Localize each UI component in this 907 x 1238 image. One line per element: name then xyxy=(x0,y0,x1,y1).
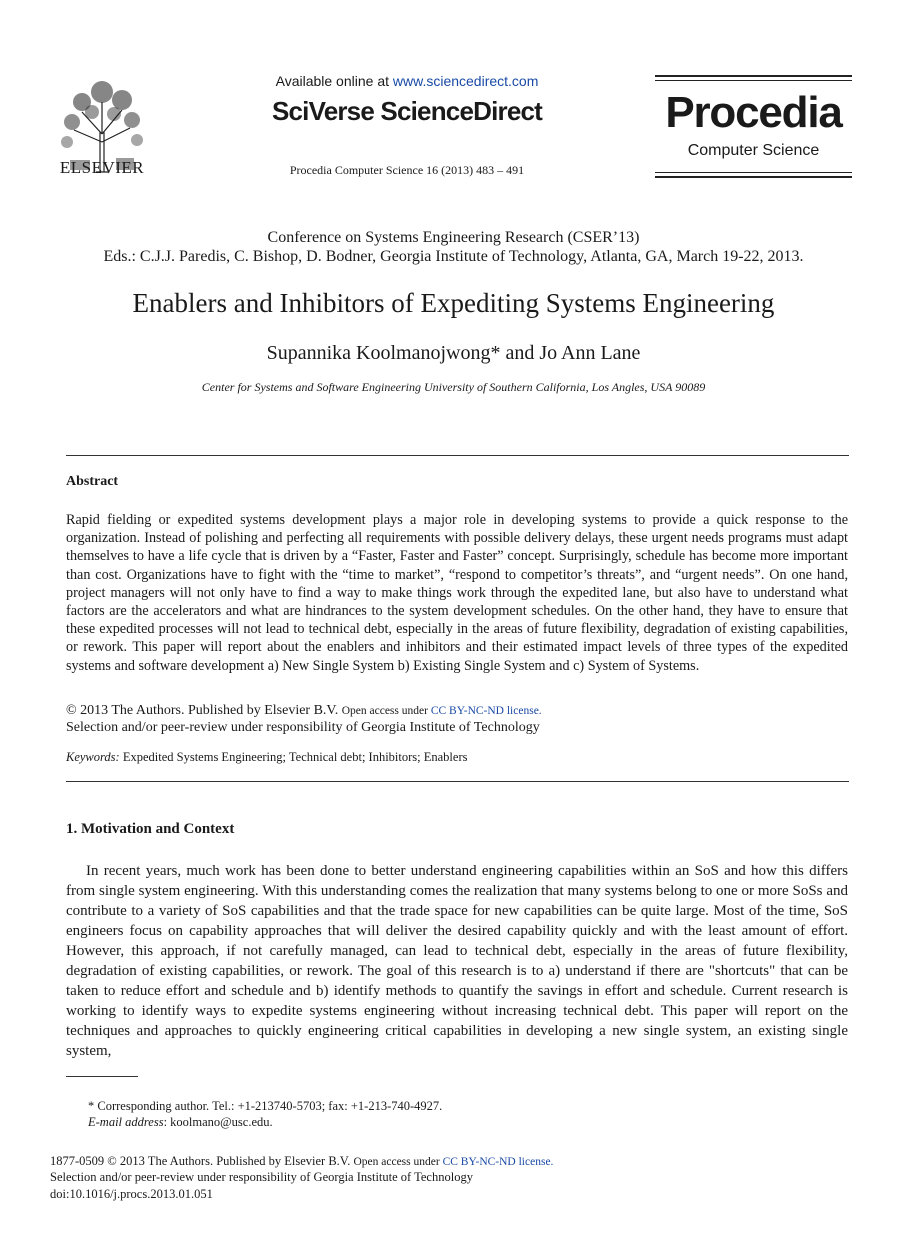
journal-reference: Procedia Computer Science 16 (2013) 483 – 491 xyxy=(289,163,525,177)
publisher-logo-text: ELSEVIER xyxy=(59,158,145,177)
platform-logo-text: SciVerse ScienceDirect xyxy=(271,96,543,126)
journal-brand: Procedia xyxy=(665,88,842,137)
available-online-line xyxy=(200,73,614,89)
footer-issn-line xyxy=(50,1154,553,1169)
keywords-line xyxy=(66,750,467,765)
abstract-review-note: Selection and/or peer-review under responsibility of Georgia Institute of Technology xyxy=(66,720,540,735)
abstract-heading: Abstract xyxy=(66,474,119,489)
footer-copyright: 1877-0509 © 2013 The Authors. Published by Elsevier B.V. xyxy=(50,1154,354,1168)
abstract-text: Rapid fielding or expedited systems development plays a major role in developing systems to provide a quick response to the organization. Instead of polishing and perfecting all requirements with possible delivery delays, these urgent needs programs must adapt themselves to have a life cycle that is driven by a “Faster, Faster and Faster” concept. Surprisingly, schedule has become more important than cost. Organizations have to fight with the “time to market”, “respond to competitor’s threats”, and “urgent needs”. On one hand, project managers will not only have to find a way to make things work through the expedited lane, but also have to understand what factors are the accelerators and what are hindrances to the system development schedules. On the other hand, they have to ensure that these expedited processes will not lead to technical debt, especially in the areas of future flexibility, degradation of existing capabilities, or rework. This paper will report about the enablers and inhibitors and their estimated impact levels of three types of the expedited systems and software development a) New Single System b) Existing Single System and c) System of Systems. xyxy=(66,512,848,674)
paper-authors: Supannika Koolmanojwong* and Jo Ann Lane xyxy=(266,342,641,364)
conference-name: Conference on Systems Engineering Research (CSER’13) xyxy=(267,229,640,246)
footnote-corresponding: * Corresponding author. Tel.: +1-213740-5703; fax: +1-213-740-4927. xyxy=(88,1099,443,1113)
journal-brand-subtitle: Computer Science xyxy=(687,142,820,159)
footer-open-access: Open access under xyxy=(353,1156,443,1168)
open-access-text: Open access under xyxy=(341,705,431,717)
abstract-bottom-rule xyxy=(66,781,849,782)
footer-license-link[interactable]: CC BY-NC-ND license. xyxy=(442,1156,554,1168)
paper-title: Enablers and Inhibitors of Expediting Systems Engineering xyxy=(132,288,775,318)
abstract-copyright xyxy=(66,703,542,719)
author-affiliation: Center for Systems and Software Engineering University of Southern California, Los Angles, USA 90089 xyxy=(201,380,706,394)
footnote-rule xyxy=(66,1076,138,1077)
sciencedirect-link[interactable]: www.sciencedirect.com xyxy=(392,73,539,89)
section-heading: 1. Motivation and Context xyxy=(66,821,235,837)
copyright-text: © 2013 The Authors. Published by Elsevier B.V. xyxy=(66,703,342,718)
keywords-text: Expedited Systems Engineering; Technical debt; Inhibitors; Enablers xyxy=(119,750,468,764)
footer-review-note: Selection and/or peer-review under responsibility of Georgia Institute of Technology xyxy=(50,1170,473,1184)
license-link[interactable]: CC BY-NC-ND license. xyxy=(430,705,542,717)
email-address: : koolmano@usc.edu. xyxy=(163,1115,273,1129)
section-body-text: In recent years, much work has been done to better understand engineering capabilities within an SoS and how this differs from single system engineering. With this understanding comes the realization that many systems belong to one or more SoSs and contribute to a variety of SoS capabilities and that the trade space for new capabilities can be quite large. Most of the time, SoS engineers focus on capability approaches that will deliver the desired capability quickly and with the least amount of effort. However, this approach, if not carefully managed, can lead to technical debt, especially in the areas of future flexibility, degradation of existing capabilities, or rework. The goal of this research is to a) understand if there are "shortcuts" that can be taken to reduce effort and schedule and b) identify methods to quantify the savings in effort and schedule. Current research is working to identify ways to expedite systems engineering without increasing technical debt. This paper will report on the techniques and approaches to quickly engineering critical capabilities in developing a new single system, an existing single system, xyxy=(66,863,848,1059)
abstract-top-rule xyxy=(66,455,849,456)
conference-editors: Eds.: C.J.J. Paredis, C. Bishop, D. Bodner, Georgia Institute of Technology, Atlanta, GA, March 19-22, 2013. xyxy=(103,248,804,265)
footnote-email xyxy=(88,1115,273,1130)
footer-doi: doi:10.1016/j.procs.2013.01.051 xyxy=(50,1187,213,1201)
email-label: E-mail address xyxy=(88,1115,164,1129)
available-online-prefix: Available online at xyxy=(275,73,393,89)
journal-brand-box xyxy=(655,75,852,178)
keywords-label: Keywords: xyxy=(66,750,120,764)
